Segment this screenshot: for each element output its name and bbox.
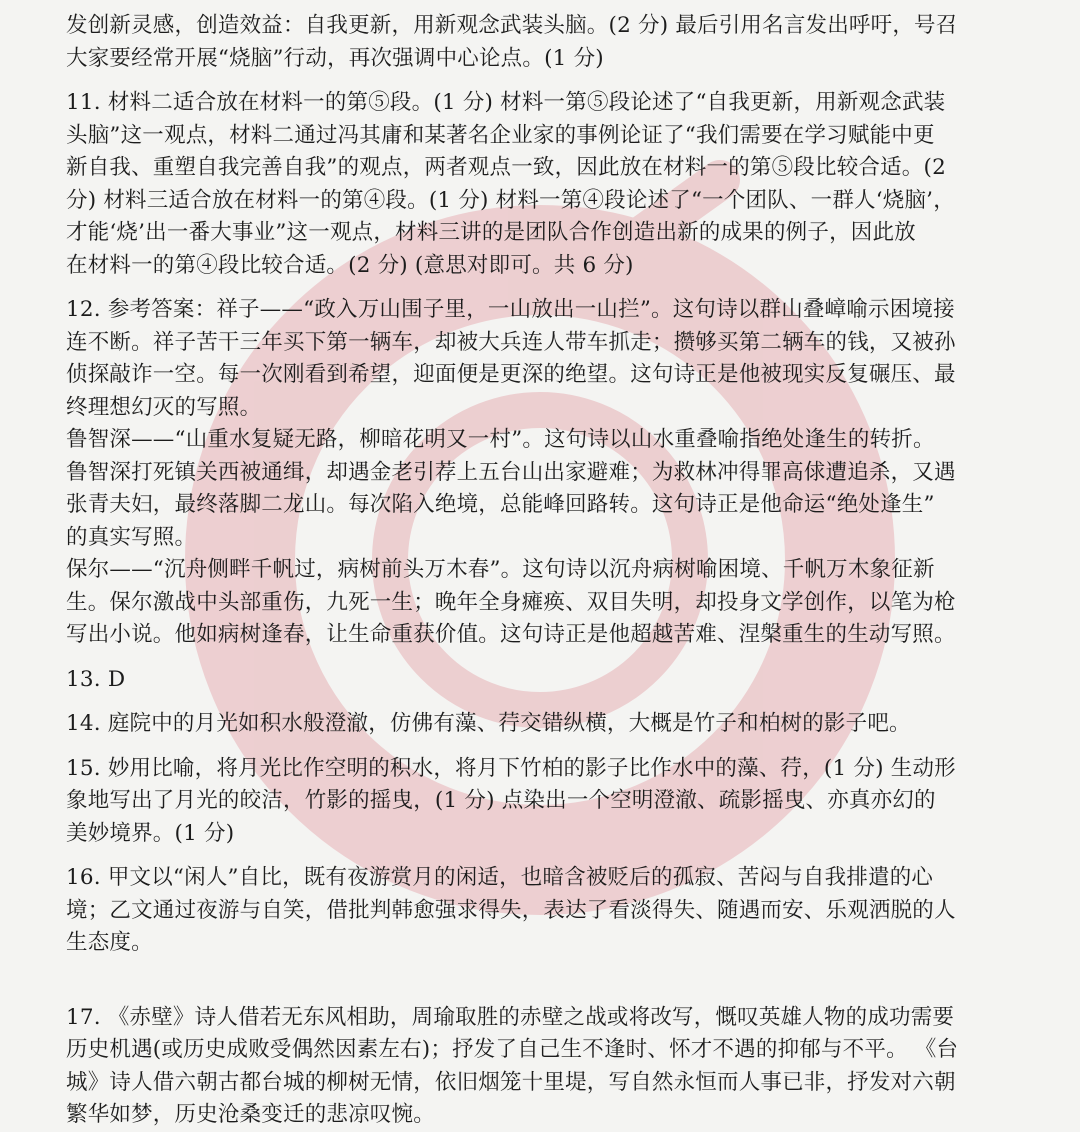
answer-block-12 xyxy=(66,294,1052,652)
text-line: 保尔——“沉舟侧畔千帆过，病树前头万木春”。这句诗以沉舟病树喻困境、千帆万木象征新 xyxy=(66,557,935,582)
text-line: 境；乙文通过夜游与自笑，借批判韩愈强求得失，表达了看淡得失、随遇而安、乐观洒脱的人 xyxy=(66,897,956,923)
answer-block-17 xyxy=(66,1002,1052,1132)
text-line: 17. 《赤壁》诗人借若无东风相助，周瑜取胜的赤壁之战或将改写，慨叹英雄人物的成功需要 xyxy=(66,1004,955,1030)
answer-block-13 xyxy=(66,664,1052,697)
text-line: 新自我、重塑自我完善自我”的观点，两者观点一致，因此放在材料一的第⑤段比较合适。(2 xyxy=(66,155,946,180)
text-line: 侦探敲诈一空。每一次刚看到希望，迎面便是更深的绝望。这句诗正是他被现实反复碾压、最 xyxy=(66,362,956,387)
text-line: 繁华如梦，历史沧桑变迁的悲凉叹惋。 xyxy=(66,1102,435,1127)
answer-block-10-tail xyxy=(66,10,1052,75)
text-line: 分) 材料三适合放在材料一的第④段。(1 分) 材料一第④段论述了“一个团队、一群人‘烧脑’， xyxy=(66,187,955,213)
text-line: 美妙境界。(1 分) xyxy=(66,820,235,846)
text-line: 15. 妙用比喻，将月光比作空明的积水，将月下竹柏的影子比作水中的藻、荇，(1 分) 生动形 xyxy=(66,755,956,781)
answer-block-11 xyxy=(66,87,1052,282)
text-line: 历史机遇(或历史成败受偶然因素左右)；抒发了自己生不逢时、怀才不遇的抑郁与不平。 《台 xyxy=(66,1037,959,1062)
text-line: 鲁智深——“山重水复疑无路，柳暗花明又一村”。这句诗以山水重叠喻指绝处逢生的转折。 xyxy=(66,427,935,452)
text-line: 的真实写照。 xyxy=(66,524,197,550)
text-line: 象地写出了月光的皎洁，竹影的摇曳，(1 分) 点染出一个空明澄澈、疏影摇曳、亦真亦幻的 xyxy=(66,788,936,813)
text-line: 16. 甲文以“闲人”自比，既有夜游赏月的闲适，也暗含被贬后的孤寂、苦闷与自我排遣的心 xyxy=(66,865,934,890)
text-line: 生态度。 xyxy=(66,930,153,955)
text-line: 终理想幻灭的写照。 xyxy=(66,394,262,420)
text-line: 大家要经常开展“烧脑”行动，再次强调中心论点。(1 分) xyxy=(66,45,604,71)
text-line: 张青夫妇，最终落脚二龙山。每次陷入绝境，总能峰回路转。这句诗正是他命运“绝处逢生” xyxy=(66,492,935,517)
text-line: 才能‘烧’出一番大事业”这一观点，材料三讲的是团队合作创造出新的成果的例子，因此放 xyxy=(66,220,916,245)
text-line: 头脑”这一观点，材料二通过冯其庸和某著名企业家的事例论证了“我们需要在学习赋能中更 xyxy=(66,122,935,148)
text-line: 13. D xyxy=(66,666,126,692)
answer-block-15 xyxy=(66,753,1052,851)
text-line: 鲁智深打死镇关西被通缉，却遇金老引荐上五台山出家避难；为救林冲得罪高俅遭追杀，又遇 xyxy=(66,459,956,485)
text-line: 发创新灵感，创造效益：自我更新，用新观念武装头脑。(2 分) 最后引用名言发出呼吁，号召 xyxy=(66,13,958,38)
answer-block-14 xyxy=(66,708,1052,741)
answer-block-16 xyxy=(66,862,1052,960)
text-line: 12. 参考答案：祥子——“政入万山围子里，一山放出一山拦”。这句诗以群山叠嶂喻示困境接 xyxy=(66,297,955,322)
text-line: 在材料一的第④段比较合适。(2 分) (意思对即可。共 6 分) xyxy=(66,252,634,278)
text-line: 生。保尔激战中头部重伤，九死一生；晚年全身瘫痪、双目失明，却投身文学创作，以笔为枪 xyxy=(66,589,956,615)
text-line: 连不断。祥子苦干三年买下第一辆车，却被大兵连人带车抓走；攒够买第二辆车的钱，又被孙 xyxy=(66,329,956,355)
text-line: 14. 庭院中的月光如积水般澄澈，仿佛有藻、荇交错纵横，大概是竹子和柏树的影子吧。 xyxy=(66,711,911,736)
text-line: 城》诗人借六朝古都台城的柳树无情，依旧烟笼十里堤，写自然永恒而人事已非，抒发对六朝 xyxy=(66,1069,956,1095)
text-line: 11. 材料二适合放在材料一的第⑤段。(1 分) 材料一第⑤段论述了“自我更新，用新观念武装 xyxy=(66,90,946,115)
text-line: 写出小说。他如病树逢春，让生命重获价值。这句诗正是他超越苦难、涅槃重生的生动写照。 xyxy=(66,622,956,647)
